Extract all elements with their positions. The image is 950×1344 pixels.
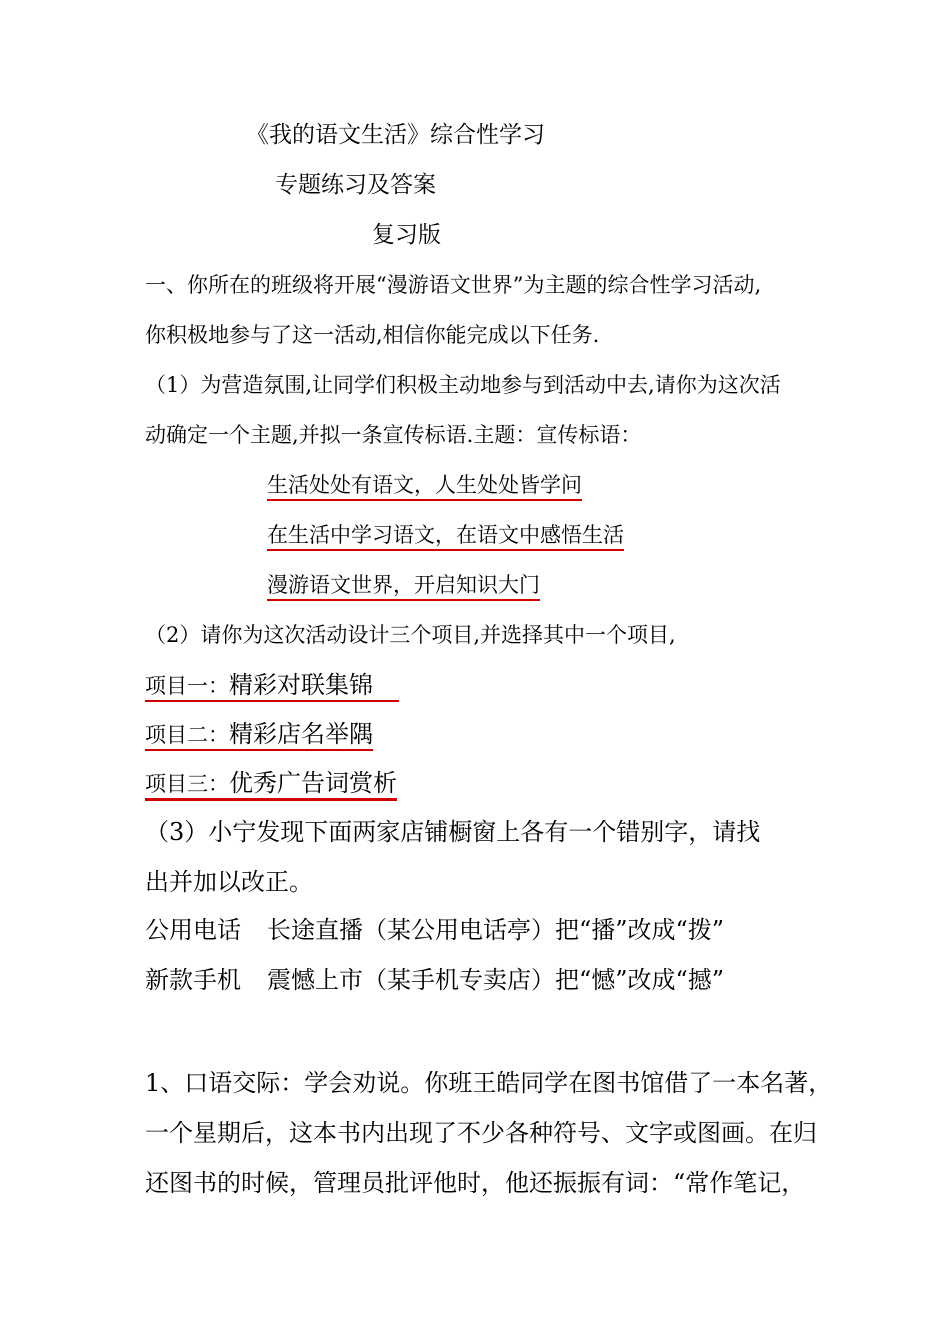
shop-sign-right: 震憾上市（某手机专卖店）把“憾”改成“撼” bbox=[267, 966, 725, 994]
section2-line1: 1、口语交际：学会劝说。你班王皓同学在图书馆借了一本名著， bbox=[145, 1069, 833, 1097]
question1-line2: 动确定一个主题,并拟一条宣传标语.主题：宣传标语： bbox=[145, 423, 642, 447]
question1-line1: （1）为营造氛围,让同学们积极主动地参与到活动中去,请你为这次活 bbox=[145, 373, 781, 397]
doc-subtitle: 专题练习及答案 bbox=[275, 172, 436, 198]
project-item bbox=[145, 771, 397, 801]
project-item bbox=[145, 722, 373, 751]
doc-title: 《我的语文生活》综合性学习 bbox=[246, 122, 545, 148]
question3-line2: 出并加以改正。 bbox=[145, 868, 313, 896]
project-value: 精彩对联集锦 bbox=[229, 671, 373, 699]
section1-intro-line2: 你积极地参与了这一活动,相信你能完成以下任务. bbox=[145, 323, 600, 347]
slogan-answer: 在生活中学习语文，在语文中感悟生活 bbox=[267, 525, 624, 551]
slogan-answer: 生活处处有语文，人生处处皆学问 bbox=[267, 475, 582, 501]
shop-sign-left: 新款手机 bbox=[145, 966, 241, 994]
slogan-answer: 漫游语文世界，开启知识大门 bbox=[267, 575, 540, 601]
section2-line3: 还图书的时候，管理员批评他时，他还振振有词：“常作笔记， bbox=[145, 1169, 806, 1197]
question2-line: （2）请你为这次活动设计三个项目,并选择其中一个项目, bbox=[145, 623, 676, 647]
project-value: 精彩店名举隅 bbox=[229, 720, 373, 748]
project-value: 优秀广告词赏析 bbox=[229, 769, 397, 797]
doc-version: 复习版 bbox=[372, 222, 441, 248]
shop-row bbox=[145, 968, 724, 992]
project-label: 项目三： bbox=[145, 772, 229, 796]
section1-intro-line1: 一、你所在的班级将开展“漫游语文世界”为主题的综合性学习活动, bbox=[145, 273, 762, 297]
section2-line2: 一个星期后，这本书内出现了不少各种符号、文字或图画。在归 bbox=[145, 1119, 817, 1147]
question3-line1: （3）小宁发现下面两家店铺橱窗上各有一个错别字，请找 bbox=[145, 818, 761, 846]
project-item bbox=[145, 673, 399, 702]
shop-sign-left: 公用电话 bbox=[145, 916, 241, 944]
project-label: 项目二： bbox=[145, 723, 229, 747]
shop-row bbox=[145, 918, 724, 942]
shop-sign-right: 长途直播（某公用电话亭）把“播”改成“拨” bbox=[267, 916, 725, 944]
project-label: 项目一： bbox=[145, 674, 229, 698]
